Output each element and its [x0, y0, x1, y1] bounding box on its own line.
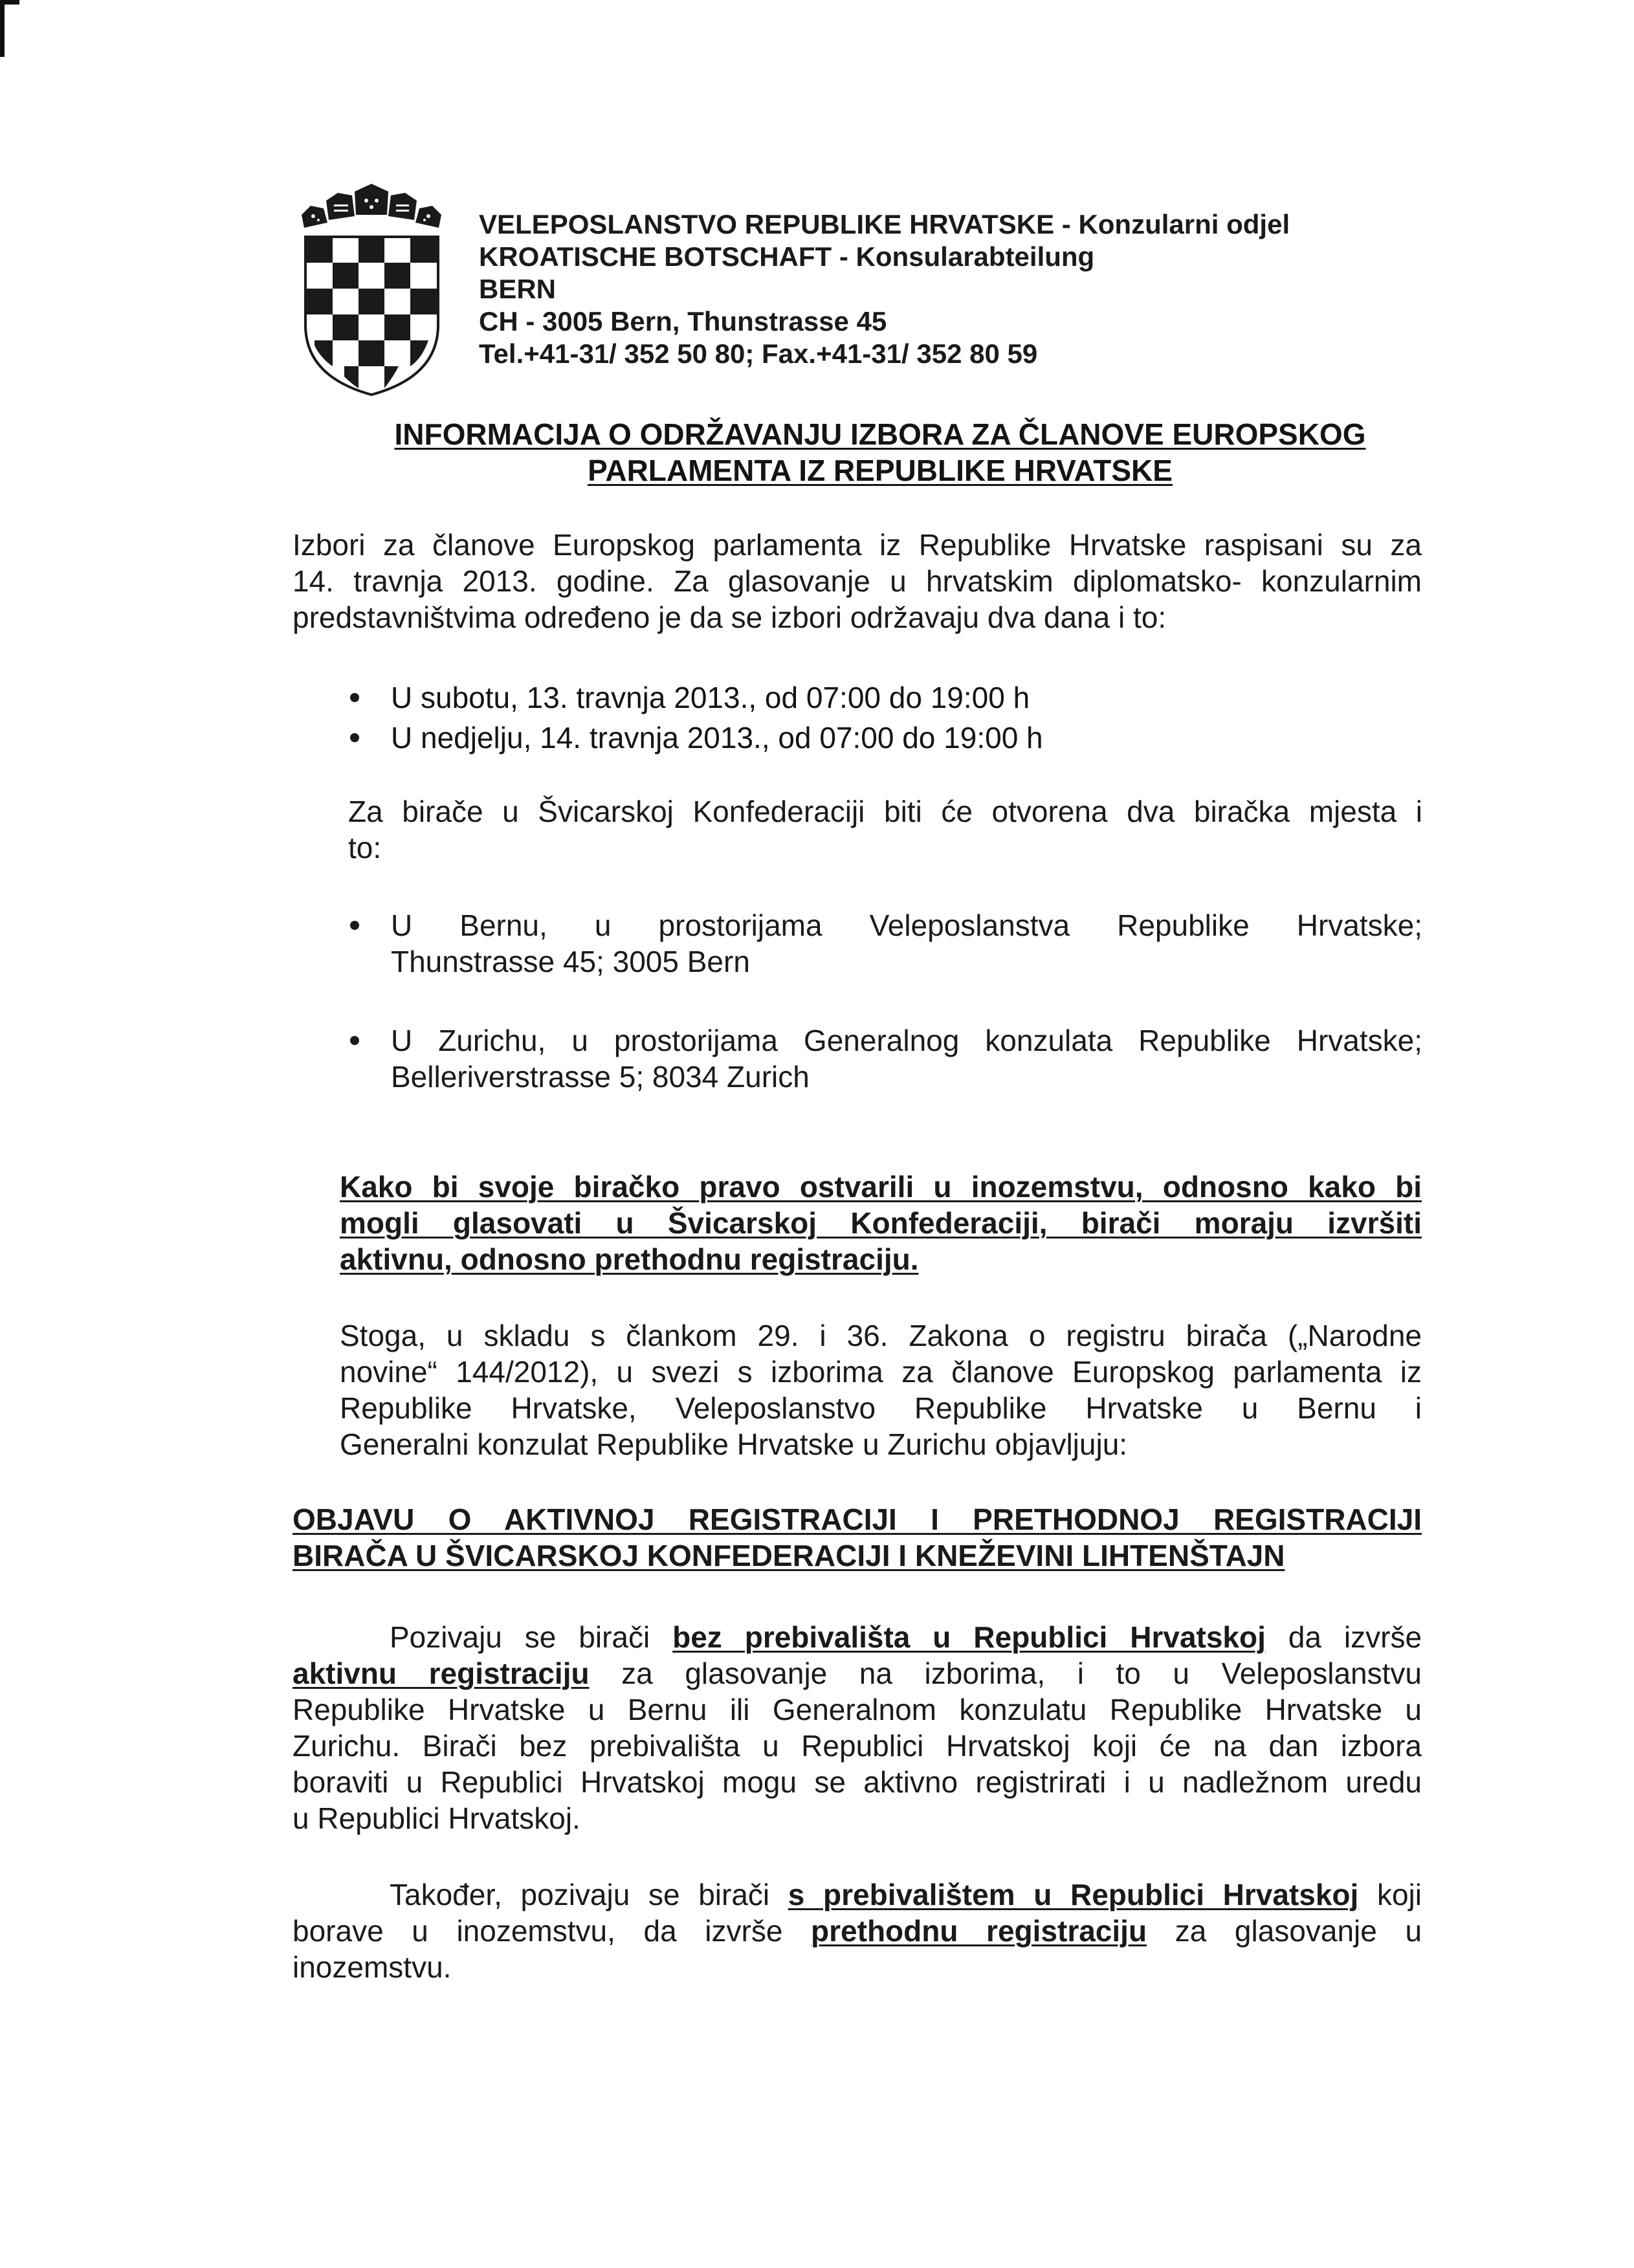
emphasis-text: prethodnu registraciju: [811, 1914, 1147, 1948]
registration-notice: [340, 1169, 1422, 1277]
list-item: U nedjelju, 14. travnja 2013., od 07:00 do 19:00 h: [391, 721, 1043, 754]
paragraph-line: 14. travnja 2013. godine. Za glasovanje u hrvatskim diplomatsko- konzularnim: [293, 564, 1422, 598]
bullet-icon: [350, 733, 359, 742]
paragraph-line: Republike Hrvatske u Bernu ili Generalnom konzulatu Republike Hrvatske u: [293, 1693, 1422, 1726]
paragraph-line: Republike Hrvatske, Veleposlanstvo Republike Hrvatske u Bernu i: [340, 1391, 1422, 1425]
bullet-icon: [350, 1036, 359, 1045]
croatian-coat-of-arms-icon: [299, 182, 445, 396]
paragraph-line: predstavništvima određeno je da se izbori održavaju dva dana i to:: [293, 600, 1167, 634]
bullet-icon: [350, 693, 359, 702]
paragraph-line: aktivnu, odnosno prethodnu registraciju.: [340, 1242, 919, 1276]
letterhead-line: VELEPOSLANSTVO REPUBLIKE HRVATSKE - Konzularni odjel: [479, 209, 1290, 239]
scan-edge-mark-top: [0, 0, 19, 5]
emphasis-text: s prebivalištem u Republici Hrvatskoj: [788, 1878, 1359, 1911]
letterhead-line: KROATISCHE BOTSCHAFT - Konsularabteilung: [479, 241, 1095, 272]
paragraph-line: Belleriverstrasse 5; 8034 Zurich: [391, 1060, 810, 1094]
legal-basis-paragraph: [340, 1317, 1422, 1462]
paragraph-text: borave u inozemstvu, da izvrše: [293, 1914, 783, 1948]
title-line: PARLAMENTA IZ REPUBLIKE HRVATSKE: [588, 454, 1173, 487]
paragraph-line: inozemstvu.: [293, 1950, 452, 1984]
letterhead-contact: Tel.+41-31/ 352 50 80; Fax.+41-31/ 352 80 59: [479, 338, 1038, 369]
paragraph-line: boraviti u Republici Hrvatskoj mogu se aktivno registrirati i u nadležnom uredu: [293, 1765, 1422, 1799]
paragraph-line: Stoga, u skladu s člankom 29. i 36. Zakona o registru birača („Narodne: [340, 1319, 1422, 1352]
document-title: [272, 416, 1488, 489]
paragraph-line: u Republici Hrvatskoj.: [293, 1801, 580, 1835]
paragraph-text: koji: [1376, 1878, 1422, 1911]
paragraph-text: Također, pozivaju se birači: [390, 1878, 770, 1911]
paragraph-line: U Bernu, u prostorijama Veleposlanstva Republike Hrvatske;: [391, 908, 1422, 942]
letterhead-line: BERN: [479, 274, 557, 304]
announcement-heading: [293, 1501, 1422, 1574]
heading-line: BIRAČA U ŠVICARSKOJ KONFEDERACIJI I KNEŽEVINI LIHTENŠTAJN: [293, 1539, 1285, 1572]
paragraph-line: mogli glasovati u Švicarskoj Konfederaciji, birači moraju izvršiti: [340, 1206, 1422, 1240]
paragraph-line: Kako bi svoje biračko pravo ostvarili u inozemstvu, odnosno kako bi: [340, 1170, 1422, 1204]
list-item: [391, 907, 1422, 980]
scan-edge-mark: [0, 0, 5, 57]
emphasis-text: bez prebivališta u Republici Hrvatskoj: [672, 1620, 1266, 1654]
paragraph-line: Generalni konzulat Republike Hrvatske u Zurichu objavljuju:: [340, 1427, 1128, 1461]
paragraph-line: Za birače u Švicarskoj Konfederaciji biti će otvorena dva biračka mjesta i: [348, 795, 1422, 828]
emphasis-text: aktivnu registraciju: [293, 1657, 590, 1690]
paragraph-line: Zurichu. Birači bez prebivališta u Republici Hrvatskoj koji će na dan izbora: [293, 1729, 1422, 1763]
embassy-letterhead: [479, 208, 1290, 370]
paragraph-text: Pozivaju se birači: [390, 1620, 650, 1654]
paragraph-text: za glasovanje u: [1175, 1914, 1422, 1948]
prior-registration-paragraph: [293, 1877, 1422, 1985]
paragraph-line: U Zurichu, u prostorijama Generalnog konzulata Republike Hrvatske;: [391, 1024, 1422, 1057]
paragraph-text: za glasovanje na izborima, i to u Veleposlanstvu: [621, 1657, 1422, 1690]
paragraph-line: Izbori za članove Europskog parlamenta iz Republike Hrvatske raspisani su za: [293, 528, 1422, 562]
heading-line: OBJAVU O AKTIVNOJ REGISTRACIJI I PRETHODNOJ REGISTRACIJI: [293, 1503, 1422, 1536]
paragraph-line: to:: [348, 831, 382, 864]
intro-paragraph: [293, 527, 1422, 635]
list-item: [391, 1022, 1422, 1095]
bullet-icon: [350, 921, 359, 930]
paragraph-text: da izvrše: [1288, 1620, 1422, 1654]
letterhead-address: CH - 3005 Bern, Thunstrasse 45: [479, 306, 887, 336]
title-line: INFORMACIJA O ODRŽAVANJU IZBORA ZA ČLANOVE EUROPSKOG: [394, 417, 1366, 451]
list-item: U subotu, 13. travnja 2013., od 07:00 do 19:00 h: [391, 681, 1030, 714]
active-registration-paragraph: [293, 1619, 1422, 1836]
paragraph-line: Thunstrasse 45; 3005 Bern: [391, 945, 750, 978]
paragraph-line: novine“ 144/2012), u svezi s izborima za članove Europskog parlamenta iz: [340, 1355, 1422, 1389]
places-intro: [348, 793, 1422, 866]
